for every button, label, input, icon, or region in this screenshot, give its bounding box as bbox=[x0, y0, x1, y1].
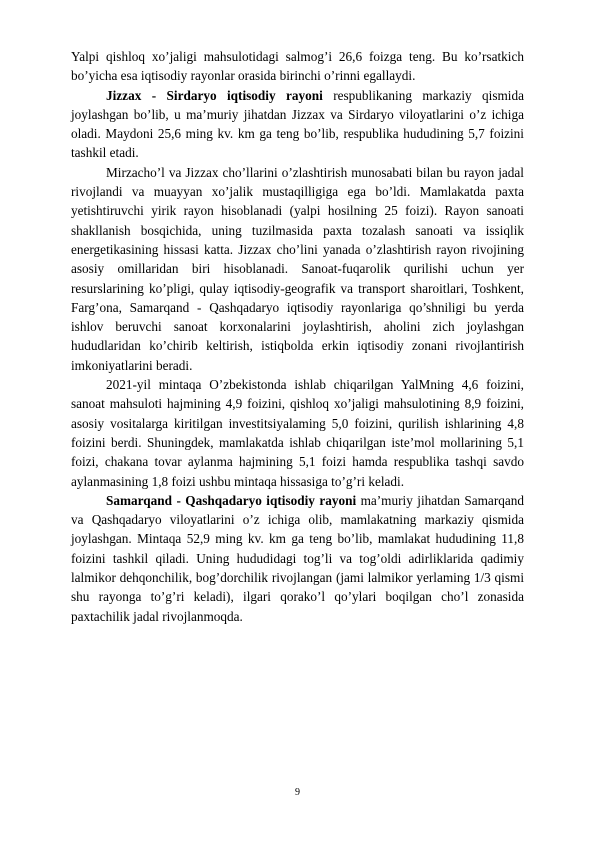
paragraph-5-heading: Samarqand - Qashqadaryo iqtisodiy rayoni bbox=[106, 492, 357, 508]
paragraph-5-text: ma’muriy jihatdan Samarqand va Qashqadaryo viloyatlarini o’z ichiga olib, mamlakatning markaziy qismida joylashgan. Mintaqa 52,9 ming kv. km ga teng bo’lib, mamlakat hududining 11,8 foizini tashkil qiladi. Uning hududidagi tog’li va tog’oldi adirliklarida qadimiy lalmikor dehqonchilik, bog’dorchilik rivojlangan (jami lalmikor yerlaming 1/3 qismi shu rayonga to’g’ri keladi), ilgari qorako’l qo’ylari boqilgan cho’l zonasida paxtachilik jadal rivojlanmoqda. bbox=[71, 492, 524, 624]
page-number: 9 bbox=[295, 787, 300, 798]
paragraph-1 bbox=[71, 47, 524, 86]
paragraph-2-text: respublikaning markaziy qismida joylashgan bo’lib, u ma’muriy jihatdan Jizzax va Sirdaryo viloyatlarini o’z ichiga oladi. Maydoni 25,6 ming kv. km ga teng bo’lib, respublika hududining 5,7 foizini tashkil etadi. bbox=[71, 87, 524, 161]
paragraph-3 bbox=[71, 163, 524, 375]
paragraph-1-text: Yalpi qishloq xo’jaligi mahsulotidagi salmog’i 26,6 foizga teng. Bu ko’rsatkich bo’yicha esa iqtisodiy rayonlar orasida birinchi o’rinni egallaydi. bbox=[71, 49, 524, 84]
paragraph-2 bbox=[71, 86, 524, 163]
paragraph-4-text: 2021-yil mintaqa O’zbekistonda ishlab chiqarilgan YalMning 4,6 foizini, sanoat mahsuloti hajmining 4,9 foizini, qishloq xo’jaligi mahsulotining 8,9 foizini, asosiy vositalarga kiritilgan investitsiyalaming 5,0 foizini, qurilish ishlarining 4,8 foizini berdi. Shuningdek, mamlakatda ishlab chiqarilgan iste’mol mollarining 5,1 foizi, chakana tovar aylanma hajmining 5,1 foizi hamda respublika tashqi savdo aylanmasining 1,8 foizi ushbu mintaqa hissasiga to’g’ri keladi. bbox=[71, 377, 524, 489]
paragraph-5 bbox=[71, 491, 524, 626]
body-text bbox=[71, 47, 524, 626]
paragraph-2-heading: Jizzax - Sirdaryo iqtisodiy rayoni bbox=[106, 87, 323, 103]
paragraph-3-text: Mirzacho’l va Jizzax cho’llarini o’zlashtirish munosabati bilan bu rayon jadal rivojlandi va muayyan xo’jalik mustaqilligiga ega bo’ldi. Mamlakatda paxta yetishtiruvchi yirik rayon hisoblanadi (yalpi hosilning 25 foizi). Rayon sanoati shakllanish bosqichida, uning tuzilmasida paxta tozalash sanoati va issiqlik energetikasining hissasi katta. Jizzax cho’lini yanada o’zlashtirish rayon rivojining asosiy omillaridan biri hisoblanadi. Sanoat-fuqarolik qurilishi uchun yer resurslarining ko’pligi, qulay iqtisodiy-geografik va transport sharoitlari, Toshkent, Farg’ona, Samarqand - Qashqadaryo iqtisodiy rayonlariga qo’shniligi bu yerda ishlov beruvchi sanoat korxonalarini joylashtirish, aholini zich joylashgan hududlaridan ko’chirib keltirish, istiqbolda erkin iqtisodiy zonani rivojlantirish imkoniyatlarini beradi. bbox=[71, 164, 524, 373]
paragraph-4 bbox=[71, 375, 524, 491]
